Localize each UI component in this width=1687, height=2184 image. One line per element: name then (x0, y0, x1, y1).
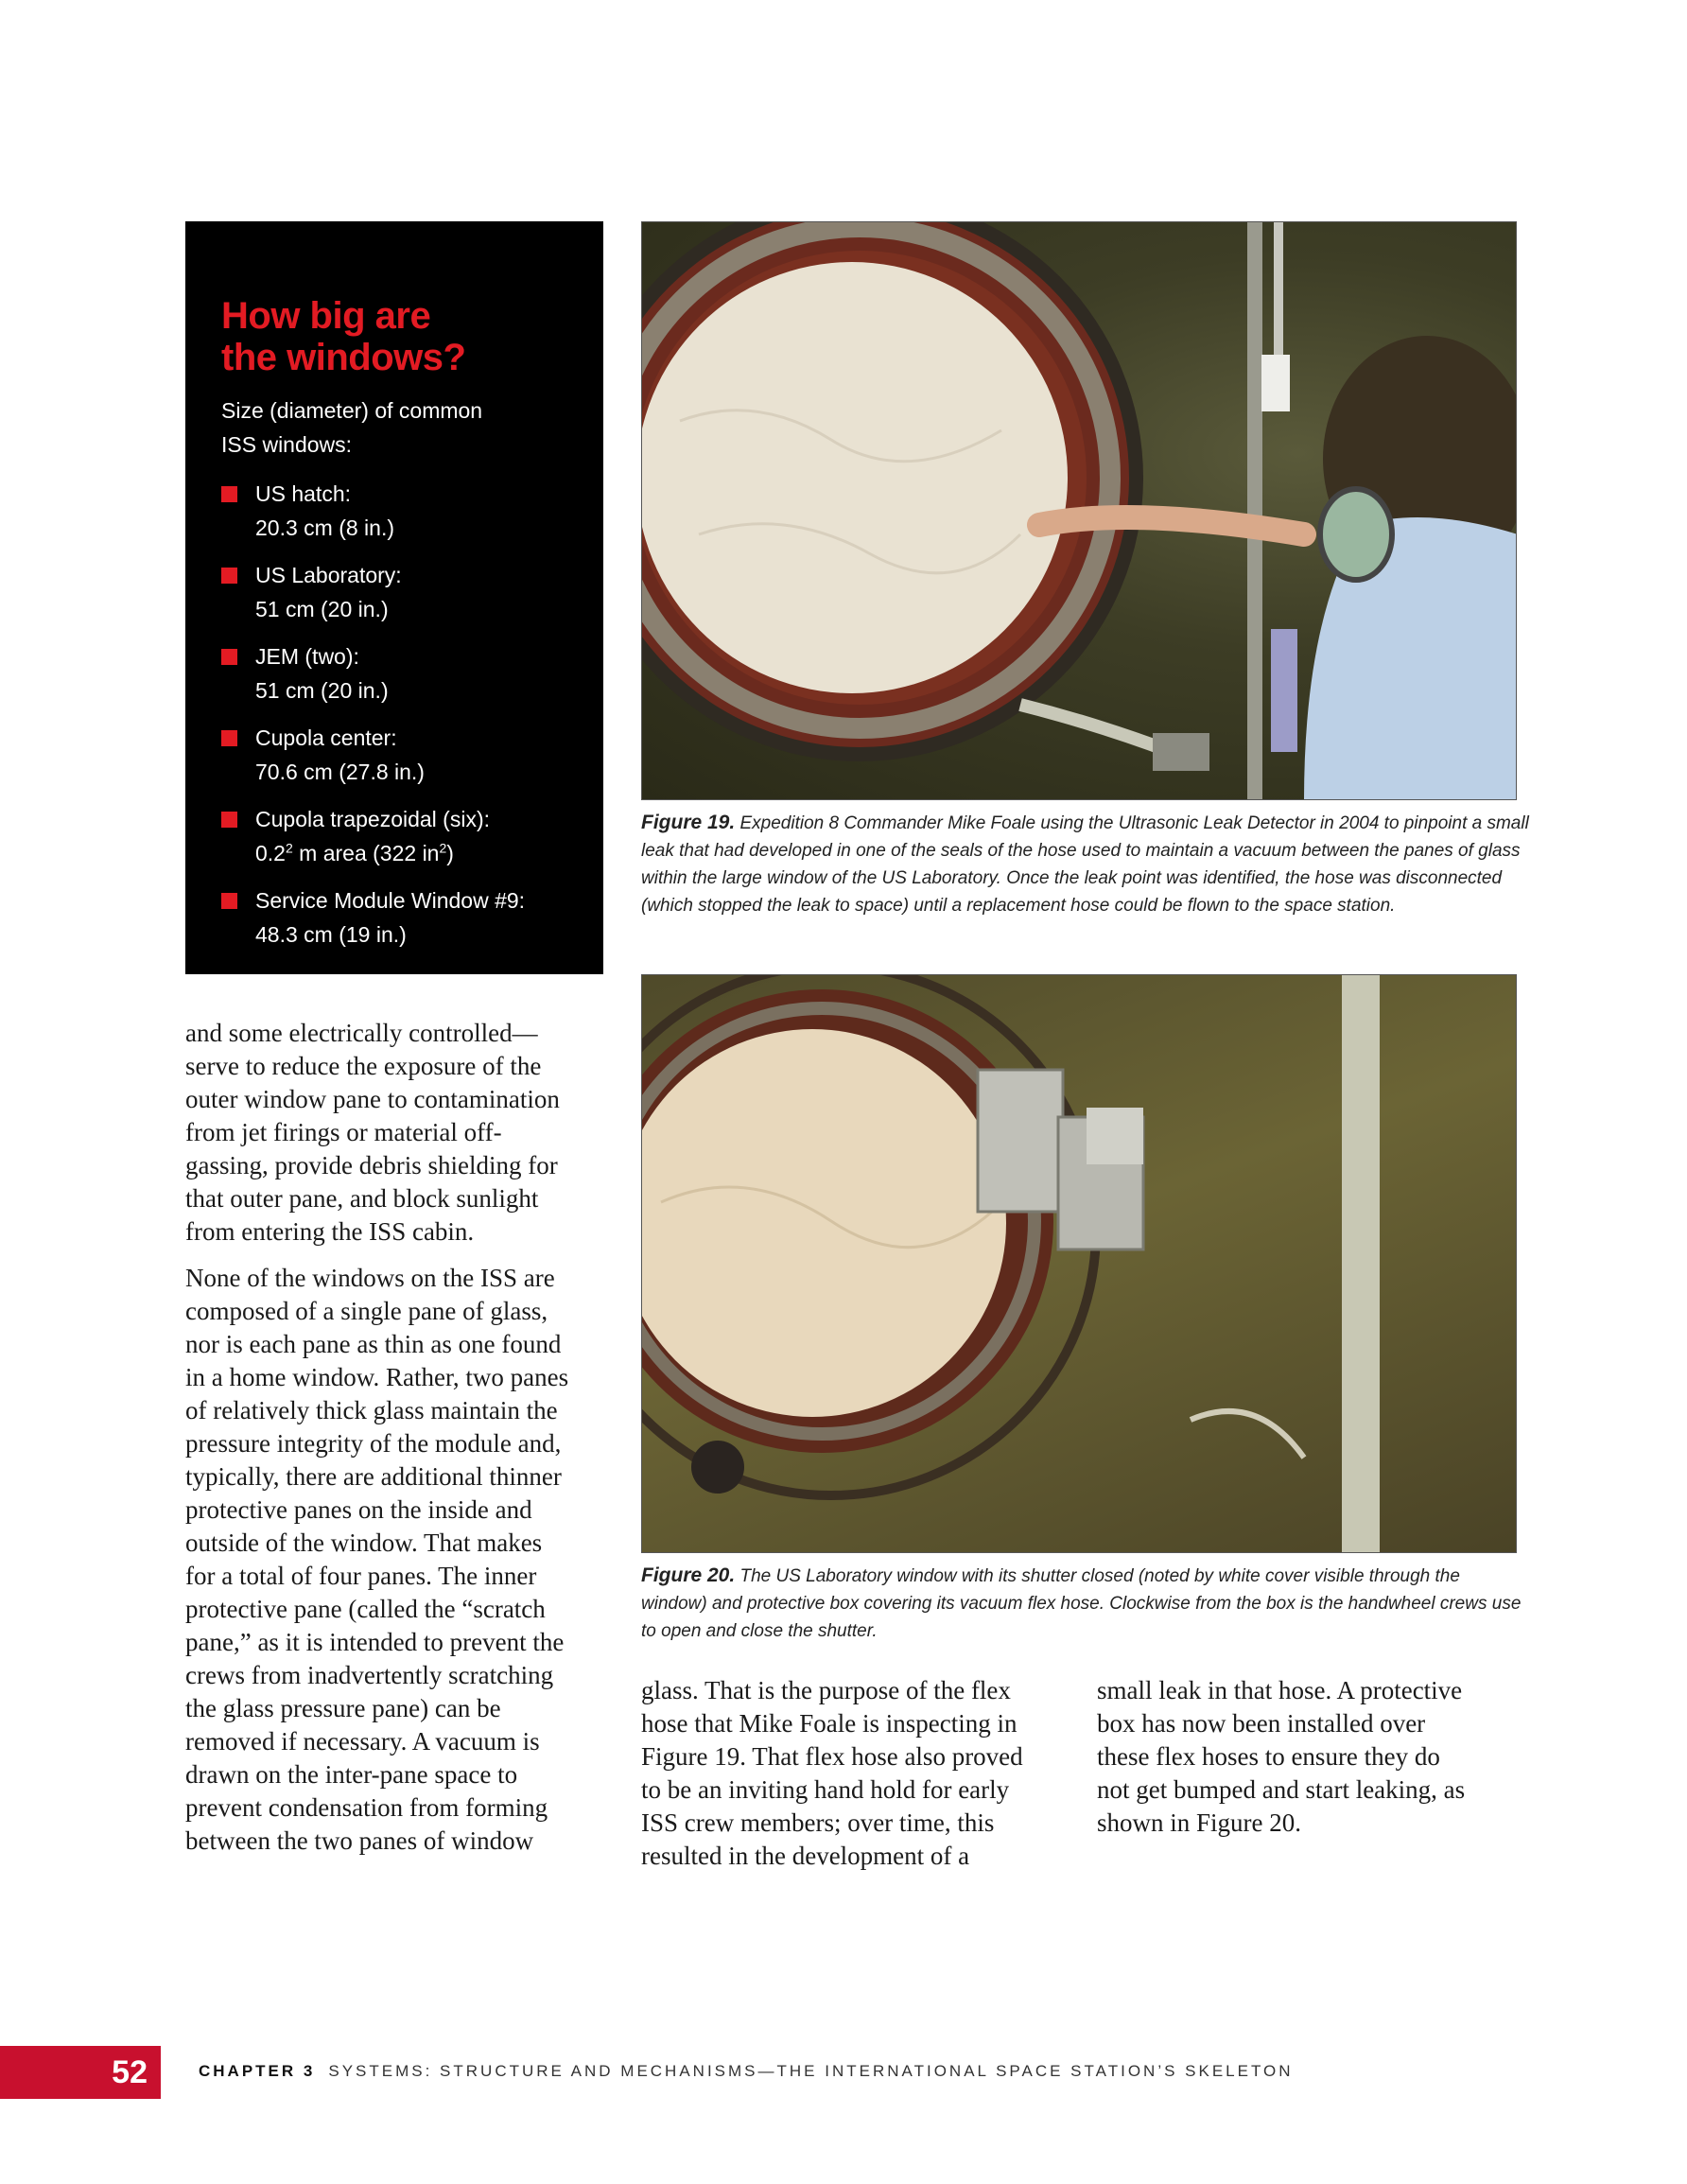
window-size-list (221, 477, 569, 952)
paragraph: glass. That is the purpose of the flex hose that Mike Foale is inspecting in Figure 19. That flex hose also proved to be an inviting hand hold for early ISS crew members; over time, this resulted in the development of a (641, 1676, 1023, 1870)
figure-20-caption: Figure 20. The US Laboratory window with its shutter closed (noted by white cover visible through the window) and protective box covering its vacuum flex hose. Clockwise from the box is the handwheel crews use to open and close the shutter. (641, 1564, 1522, 1641)
paragraph: None of the windows on the ISS are composed of a single pane of glass, nor is each pane as thin as one found in a home window. Rather, two panes of relatively thick glass maintain the pressure integrity of the module and, typically, there are additional thinner protective panes on the inside and outside of the window. That makes for a total of four panes. The inner protective pane (called the “scratch pane,” as it is intended to prevent the crews from inadvertently scratching the glass pressure pane) can be removed if necessary. A vacuum is drawn on the inter-pane space to prevent condensation from forming between the two panes of window (185, 1264, 569, 1855)
cupola-trapezoidal-value: $0.2^2$ m area (322 $in^2$) (255, 840, 454, 865)
list-item: Cupola center: 70.6 cm (27.8 in.) (221, 721, 569, 789)
body-column-1 (185, 1017, 611, 1871)
square-bullet-icon (221, 486, 237, 502)
sidebar-box (185, 221, 603, 974)
figure-20-illustration (642, 975, 1517, 1553)
page-number-tab (0, 2046, 161, 2099)
square-bullet-icon (221, 893, 237, 909)
sidebar-title: How big are the windows? (221, 295, 466, 378)
chapter-label: CHAPTER 3 (199, 2062, 316, 2080)
figure-19-caption: Figure 19. Expedition 8 Commander Mike Foale using the Ultrasonic Leak Detector in 2004 to pinpoint a small leak that had developed in one of the seals of the hose used to maintain a vacuum between the panes of glass within the large window of the US Laboratory. Once the leak point was identified, the hose was disconnected (which stopped the leak to space) until a replacement hose could be flown to the space station. (641, 812, 1529, 916)
running-footer (199, 2062, 1294, 2081)
body-column-3 (1097, 1674, 1532, 1853)
sidebar-intro: Size (diameter) of common ISS windows: (221, 398, 483, 457)
list-item: Cupola trapezoidal (six): $0.2^2$ m area (322 $in^2$) (221, 802, 569, 870)
figure-19-illustration (642, 222, 1517, 800)
list-item: US hatch: 20.3 cm (8 in.) (221, 477, 569, 545)
figure-19-photo (641, 221, 1517, 800)
chapter-title: SYSTEMS: STRUCTURE AND MECHANISMS—THE INTERNATIONAL SPACE STATION’S SKELETON (328, 2062, 1294, 2080)
square-bullet-icon (221, 812, 237, 828)
paragraph: small leak in that hose. A protective box has now been installed over these flex hoses to ensure they do not get bumped and start leaking, as shown in Figure 20. (1097, 1676, 1466, 1837)
paragraph: and some electrically controlled— serve to reduce the exposure of the outer window pane to contamination from jet firings or material off- gassing, provide debris shielding for that outer pane, and block sunlight from entering the ISS cabin. (185, 1019, 560, 1246)
list-item: JEM (two): 51 cm (20 in.) (221, 639, 569, 708)
figure-20-photo (641, 974, 1517, 1553)
page-number: 52 (112, 2054, 148, 2090)
body-column-2 (641, 1674, 1076, 1886)
square-bullet-icon (221, 649, 237, 665)
list-item: Service Module Window #9: 48.3 cm (19 in.) (221, 883, 569, 952)
square-bullet-icon (221, 730, 237, 746)
square-bullet-icon (221, 568, 237, 584)
list-item: US Laboratory: 51 cm (20 in.) (221, 558, 569, 626)
